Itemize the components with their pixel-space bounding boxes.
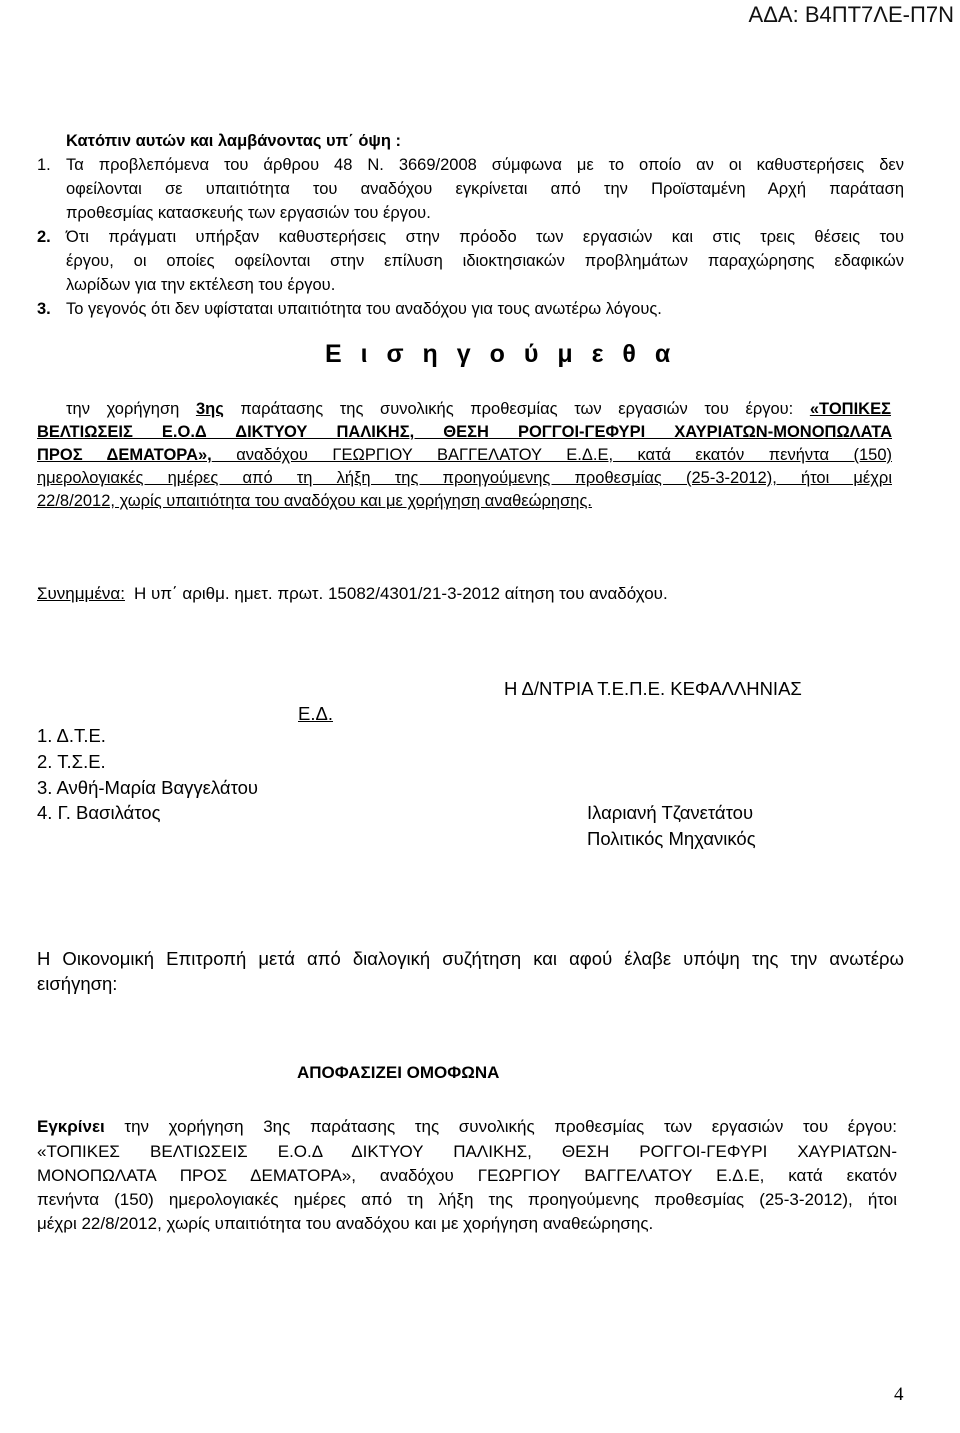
proposal-line xyxy=(37,444,892,467)
committee-line: εισήγηση: xyxy=(37,973,118,994)
project-title: ΠΡΟΣ ΔΕΜΑΤΟΡΑ», xyxy=(37,446,212,464)
proposal-text: αναδόχου ΓΕΩΡΓΙΟΥ ΒΑΓΓΕΛΑΤΟΥ Ε.Δ.Ε, κατά εκατόν πενήντα (150) xyxy=(211,446,892,464)
recipient-item: 3. Ανθή-Μαρία Βαγγελάτου xyxy=(37,777,259,798)
signatory-role: Πολιτικός Μηχανικός xyxy=(587,828,756,849)
item-number: 3. xyxy=(37,300,51,318)
proposal-text: παράτασης της συνολικής προθεσμίας των εργασιών του έργου: xyxy=(223,400,810,418)
ada-header: ΑΔΑ: Β4ΠΤ7ΛΕ-Π7Ν xyxy=(748,2,954,27)
decision-line: ΜΟΝΟΠΩΛΑΤΑ ΠΡΟΣ ΔΕΜΑΤΟΡΑ», αναδόχου ΓΕΩΡΓΙΟΥ ΒΑΓΓΕΛΑΤΟΥ Ε.Δ.Ε, κατά εκατόν xyxy=(37,1166,897,1185)
extension-number: 3ης xyxy=(195,400,224,418)
attachments-label: Συνημμένα: xyxy=(37,584,125,603)
decision-line: μέχρι 22/8/2012, χωρίς υπαιτιότητα του αναδόχου και με χορήγηση αναθεώρησης. xyxy=(37,1214,654,1233)
project-title: «ΤΟΠΙΚΕΣ xyxy=(809,400,891,418)
proposal-text: την χορήγηση xyxy=(66,400,196,418)
decision-title: ΑΠΟΦΑΣΙΖΕΙ ΟΜΟΦΩΝΑ xyxy=(297,1063,500,1082)
decision-text: την χορήγηση 3ης παράτασης της συνολικής προθεσμίας των εργασιών του έργου: xyxy=(104,1117,897,1136)
decision-line xyxy=(37,1115,897,1138)
item1-line: Τα προβλεπόμενα του άρθρου 48 Ν. 3669/2008 σύμφωνα με το οποίο αν οι καθυστερήσεις δεν xyxy=(66,156,904,174)
attachments-text: Η υπ΄ αριθμ. ημετ. πρωτ. 15082/4301/21-3-2012 αίτηση του αναδόχου. xyxy=(134,584,668,603)
item2-line: λωρίδων για την εκτέλεση του έργου. xyxy=(66,276,336,294)
proposal-line: 22/8/2012, χωρίς υπαιτιότητα του αναδόχου και με χορήγηση αναθεώρησης. xyxy=(37,492,592,510)
recipient-item: 1. Δ.Τ.Ε. xyxy=(37,725,106,746)
recipient-item: 4. Γ. Βασιλάτος xyxy=(37,802,161,823)
signatory-name: Ιλαριανή Τζανετάτου xyxy=(587,802,754,823)
project-title: ΒΕΛΤΙΩΣΕΙΣ Ε.Ο.Δ ΔΙΚΤΥΟΥ ΠΑΛΙΚΗΣ, ΘΕΣΗ ΡΟΓΓΟΙ-ΓΕΦΥΡΙ ΧΑΥΡΙΑΤΩΝ-ΜΟΝΟΠΩΛΑΤΑ xyxy=(37,423,892,441)
item2-line: έργου, οι οποίες οφείλονται στην επίλυση ιδιοκτησιακών προβλημάτων παραχώρησης εδαφικών xyxy=(66,252,904,270)
item2-line: Ότι πράγματι υπήρξαν καθυστερήσεις στην πρόοδο των εργασιών και στις τρεις θέσεις του xyxy=(66,228,904,246)
item3-text: Το γεγονός ότι δεν υφίσταται υπαιτιότητα του αναδόχου για τους ανωτέρω λόγους. xyxy=(66,300,662,318)
page-number: 4 xyxy=(894,1384,904,1405)
ed-mark: Ε.Δ. xyxy=(298,703,333,724)
proposal-line: ημερολογιακές ημέρες από τη λήξη της προηγούμενης προθεσμίας (25-3-2012), ήτοι μέχρι xyxy=(37,469,892,487)
decision-verb: Εγκρίνει xyxy=(37,1117,105,1136)
proposal-line xyxy=(66,398,891,421)
decision-line: πενήντα (150) ημερολογιακές ημέρες από τη λήξη της προηγούμενης προθεσμίας (25-3-2012), ήτοι xyxy=(37,1190,897,1209)
intro-lead: Κατόπιν αυτών και λαμβάνοντας υπ΄ όψη : xyxy=(66,132,402,150)
decision-line: «ΤΟΠΙΚΕΣ ΒΕΛΤΙΩΣΕΙΣ Ε.Ο.Δ ΔΙΚΤΥΟΥ ΠΑΛΙΚΗΣ, ΘΕΣΗ ΡΟΓΓΟΙ-ΓΕΦΥΡΙ ΧΑΥΡΙΑΤΩΝ- xyxy=(37,1142,897,1161)
item-number: 2. xyxy=(37,228,51,246)
item1-line: προθεσμίας κατασκευής των εργασιών του έργου. xyxy=(66,204,431,222)
committee-line: Η Οικονομική Επιτροπή μετά από διαλογική συζήτηση και αφού έλαβε υπόψη της την ανωτέρω xyxy=(37,948,904,969)
department-name: Η Δ/ΝΤΡΙΑ Τ.Ε.Π.Ε. ΚΕΦΑΛΛΗΝΙΑΣ xyxy=(504,678,802,699)
item-number: 1. xyxy=(37,156,51,174)
proposal-title: Ε ι σ η γ ο ύ μ ε θ α xyxy=(325,340,677,368)
item1-line: οφείλονται σε υπαιτιότητα του αναδόχου εγκρίνεται από την Προϊσταμένη Αρχή παράταση xyxy=(66,180,904,198)
recipient-item: 2. Τ.Σ.Ε. xyxy=(37,751,106,772)
